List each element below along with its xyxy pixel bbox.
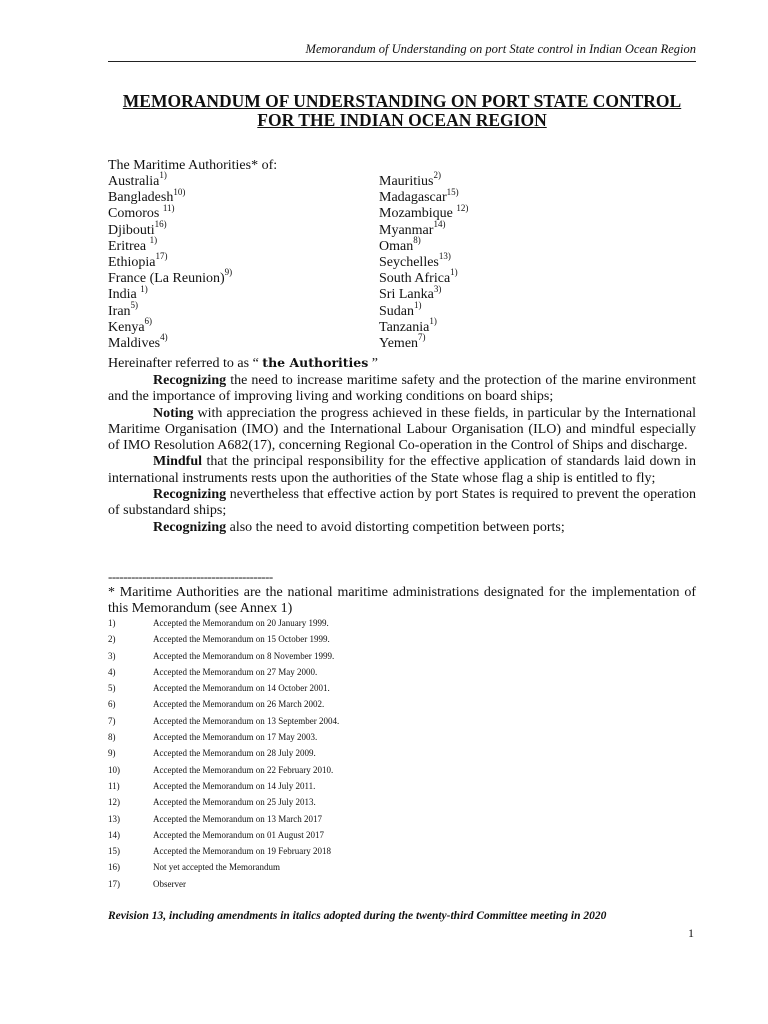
footnote-text: Accepted the Memorandum on 17 May 2003. (153, 732, 318, 743)
country-row (108, 299, 696, 320)
country-name: Mauritius (379, 174, 434, 189)
country-note: 4) (160, 332, 168, 343)
country-right (379, 170, 679, 190)
acceptance-row (108, 762, 339, 778)
running-header: Memorandum of Understanding on port State control in Indian Ocean Region (108, 41, 696, 62)
footnote-text: Accepted the Memorandum on 13 March 2017 (153, 813, 322, 824)
country-right (379, 202, 679, 222)
footnote-number: 4) (108, 666, 116, 677)
country-left (108, 251, 379, 271)
hereinafter-line (108, 355, 378, 372)
acceptance-row (108, 827, 339, 843)
footnote-number: 1) (108, 618, 116, 628)
country-name: Sri Lanka (379, 287, 434, 303)
recital-text: the need to increase maritime safety and the protection of the marine environment and the importance of improving living and working conditions on board ships; (108, 373, 696, 405)
country-row (108, 316, 696, 336)
acceptance-row (108, 664, 339, 680)
authority-footnote: * Maritime Authorities are the national maritime administrations designated for the implementation of this Memorandum (see Annex 1) (108, 585, 696, 616)
acceptance-row (108, 794, 339, 810)
country-list (108, 170, 696, 352)
authorities-term: the Authorities (262, 355, 369, 370)
footnote-number: 11) (108, 780, 120, 791)
country-note: 16) (154, 218, 167, 229)
footnote-number: 15) (108, 846, 120, 857)
country-note: 6) (144, 316, 153, 327)
acceptance-row (108, 696, 339, 712)
country-left (108, 316, 379, 336)
footnote-number: 3) (108, 650, 116, 661)
document-title-line-1: MEMORANDUM OF UNDERSTANDING ON PORT STATE CONTROL (122, 91, 682, 111)
country-name: Kenya (108, 319, 145, 335)
acceptance-row (108, 778, 339, 794)
acceptance-footnotes (108, 615, 339, 892)
country-note: 15) (446, 186, 459, 197)
country-name: Djibouti (108, 222, 155, 238)
footnote-number: 7) (108, 715, 116, 726)
recital-paragraph (108, 454, 696, 487)
country-name: South Africa (379, 271, 451, 287)
country-left (108, 202, 379, 222)
recital-lead: Recognizing (153, 519, 227, 535)
country-row (108, 332, 696, 352)
footnote-text: Accepted the Memorandum on 14 July 2011. (153, 780, 316, 791)
recital-paragraph (108, 406, 696, 455)
open-quote: “ (252, 356, 263, 371)
recitals (108, 373, 696, 536)
country-name: Eritrea (108, 238, 150, 254)
footnote-text: Accepted the Memorandum on 22 February 2010. (153, 764, 334, 775)
acceptance-row (108, 729, 339, 745)
country-note: 3) (433, 283, 442, 294)
country-note: 2) (433, 170, 441, 181)
country-left (108, 186, 379, 206)
country-name: Sudan (379, 303, 414, 319)
footnote-separator: ------------------------------------------- (108, 569, 273, 584)
country-note: 1) (159, 170, 167, 181)
country-name: France (La Reunion) (108, 271, 225, 287)
country-left (108, 170, 379, 190)
country-right (379, 299, 679, 320)
country-right (379, 235, 679, 255)
country-row (108, 170, 696, 190)
acceptance-row (108, 745, 339, 761)
country-note: 1) (429, 316, 437, 327)
intro-line: The Maritime Authorities* of: (108, 158, 278, 173)
recital-lead: Mindful (153, 454, 203, 470)
footnote-text: Accepted the Memorandum on 13 September 2004. (153, 715, 340, 726)
country-name: Mozambique (379, 206, 457, 222)
country-left (108, 332, 379, 352)
footnote-text: Accepted the Memorandum on 15 October 1999. (153, 634, 330, 645)
country-name: Oman (379, 238, 414, 254)
acceptance-row (108, 811, 339, 827)
footnote-text: Accepted the Memorandum on 27 May 2000. (153, 666, 318, 677)
footnote-text: Accepted the Memorandum on 14 October 2001. (153, 683, 330, 694)
country-note: 10) (173, 186, 186, 197)
country-right (379, 186, 679, 206)
country-right (379, 332, 679, 352)
recital-lead: Noting (153, 405, 194, 421)
country-name: Maldives (108, 335, 161, 351)
footnote-number: 10) (108, 764, 120, 775)
country-name: Iran (108, 303, 131, 319)
recital-paragraph (108, 520, 696, 536)
country-left (108, 267, 379, 287)
country-row (108, 267, 696, 287)
page-number: 1 (688, 926, 694, 940)
country-note: 13) (438, 251, 451, 262)
acceptance-row (108, 631, 339, 647)
footnote-number: 17) (108, 878, 120, 889)
recital-paragraph (108, 487, 696, 520)
acceptance-row (108, 876, 339, 892)
footnote-number: 14) (108, 829, 120, 840)
country-row (108, 283, 696, 303)
recital-text: with appreciation the progress achieved in these fields, in particular by the International Maritime Organisation (IMO) and the International Labour Organisation (ILO) and mindful especially of IMO Resolution A682(17), concerning Regional Co-operation in the Control of Ships and discharge. (108, 405, 696, 454)
recital-text: also the need to avoid distorting competition between ports; (226, 519, 565, 535)
recital-lead: Recognizing (153, 487, 227, 503)
country-note: 12) (456, 202, 469, 213)
footnote-text: Observer (153, 878, 186, 889)
footnote-number: 13) (108, 813, 120, 824)
country-note: 8) (413, 235, 421, 246)
footnote-number: 8) (108, 732, 116, 743)
recital-text: nevertheless that effective action by port States is required to prevent the operation of substandard ships; (108, 487, 696, 519)
country-row (108, 251, 696, 271)
footnote-number: 5) (108, 683, 116, 694)
country-note: 1) (450, 267, 458, 278)
country-note: 9) (224, 267, 233, 278)
country-left (108, 283, 379, 303)
country-row (108, 202, 696, 222)
country-right (379, 251, 679, 271)
country-name: Yemen (379, 335, 419, 351)
country-note: 5) (130, 299, 139, 310)
footnote-number: 2) (108, 634, 116, 645)
country-name: Myanmar (379, 222, 434, 238)
recital-lead: Recognizing (153, 373, 227, 388)
acceptance-row (108, 615, 339, 631)
recital-text: that the principal responsibility for the effective application of standards laid down in international instruments rests upon the authorities of the State whose flag a ship is entitled to fly; (108, 454, 696, 486)
acceptance-row (108, 648, 339, 664)
country-note: 1) (414, 299, 422, 310)
acceptance-row (108, 680, 339, 696)
footnote-text: Not yet accepted the Memorandum (153, 862, 280, 873)
country-name: India (108, 287, 141, 303)
hereinafter-text: Hereinafter referred to as (108, 356, 253, 371)
acceptance-row (108, 859, 339, 875)
country-name: Seychelles (379, 254, 439, 270)
country-row (108, 218, 696, 239)
document-title-line-2: FOR THE INDIAN OCEAN REGION (257, 110, 547, 130)
country-note: 7) (418, 332, 426, 343)
footnote-text: Accepted the Memorandum on 20 January 1999. (153, 618, 329, 628)
footnote-number: 9) (108, 748, 116, 759)
country-left (108, 235, 379, 255)
country-name: Madagascar (379, 190, 447, 206)
document-title (108, 92, 696, 130)
close-quote: ” (368, 356, 379, 371)
footnote-text: Accepted the Memorandum on 8 November 1999. (153, 650, 335, 661)
country-right (379, 218, 679, 239)
footnote-number: 16) (108, 862, 120, 873)
country-note: 1) (149, 235, 158, 246)
country-note: 17) (155, 251, 168, 262)
country-name: Tanzania (379, 319, 430, 335)
footnote-text: Accepted the Memorandum on 25 July 2013. (153, 797, 316, 808)
country-name: Australia (108, 174, 160, 189)
country-name: Comoros (108, 206, 163, 222)
footnote-text: Accepted the Memorandum on 19 February 2018 (153, 846, 331, 857)
recital-paragraph (108, 373, 696, 406)
country-left (108, 218, 379, 239)
footnote-text: Accepted the Memorandum on 26 March 2002. (153, 699, 325, 710)
country-name: Ethiopia (108, 254, 156, 270)
footnote-number: 6) (108, 699, 116, 710)
country-name: Bangladesh (108, 190, 174, 206)
footnote-text: Accepted the Memorandum on 01 August 2017 (153, 829, 324, 840)
revision-note: Revision 13, including amendments in italics adopted during the twenty-third Committee meeting in 2020 (108, 910, 607, 922)
acceptance-row (108, 843, 339, 859)
country-right (379, 267, 679, 287)
footnote-text: Accepted the Memorandum on 28 July 2009. (153, 748, 316, 759)
country-right (379, 283, 679, 303)
acceptance-row (108, 713, 339, 729)
country-note: 14) (433, 218, 446, 229)
country-note: 11) (162, 202, 175, 213)
footnote-number: 12) (108, 797, 120, 808)
country-row (108, 235, 696, 255)
country-row (108, 186, 696, 206)
country-note: 1) (140, 283, 148, 294)
